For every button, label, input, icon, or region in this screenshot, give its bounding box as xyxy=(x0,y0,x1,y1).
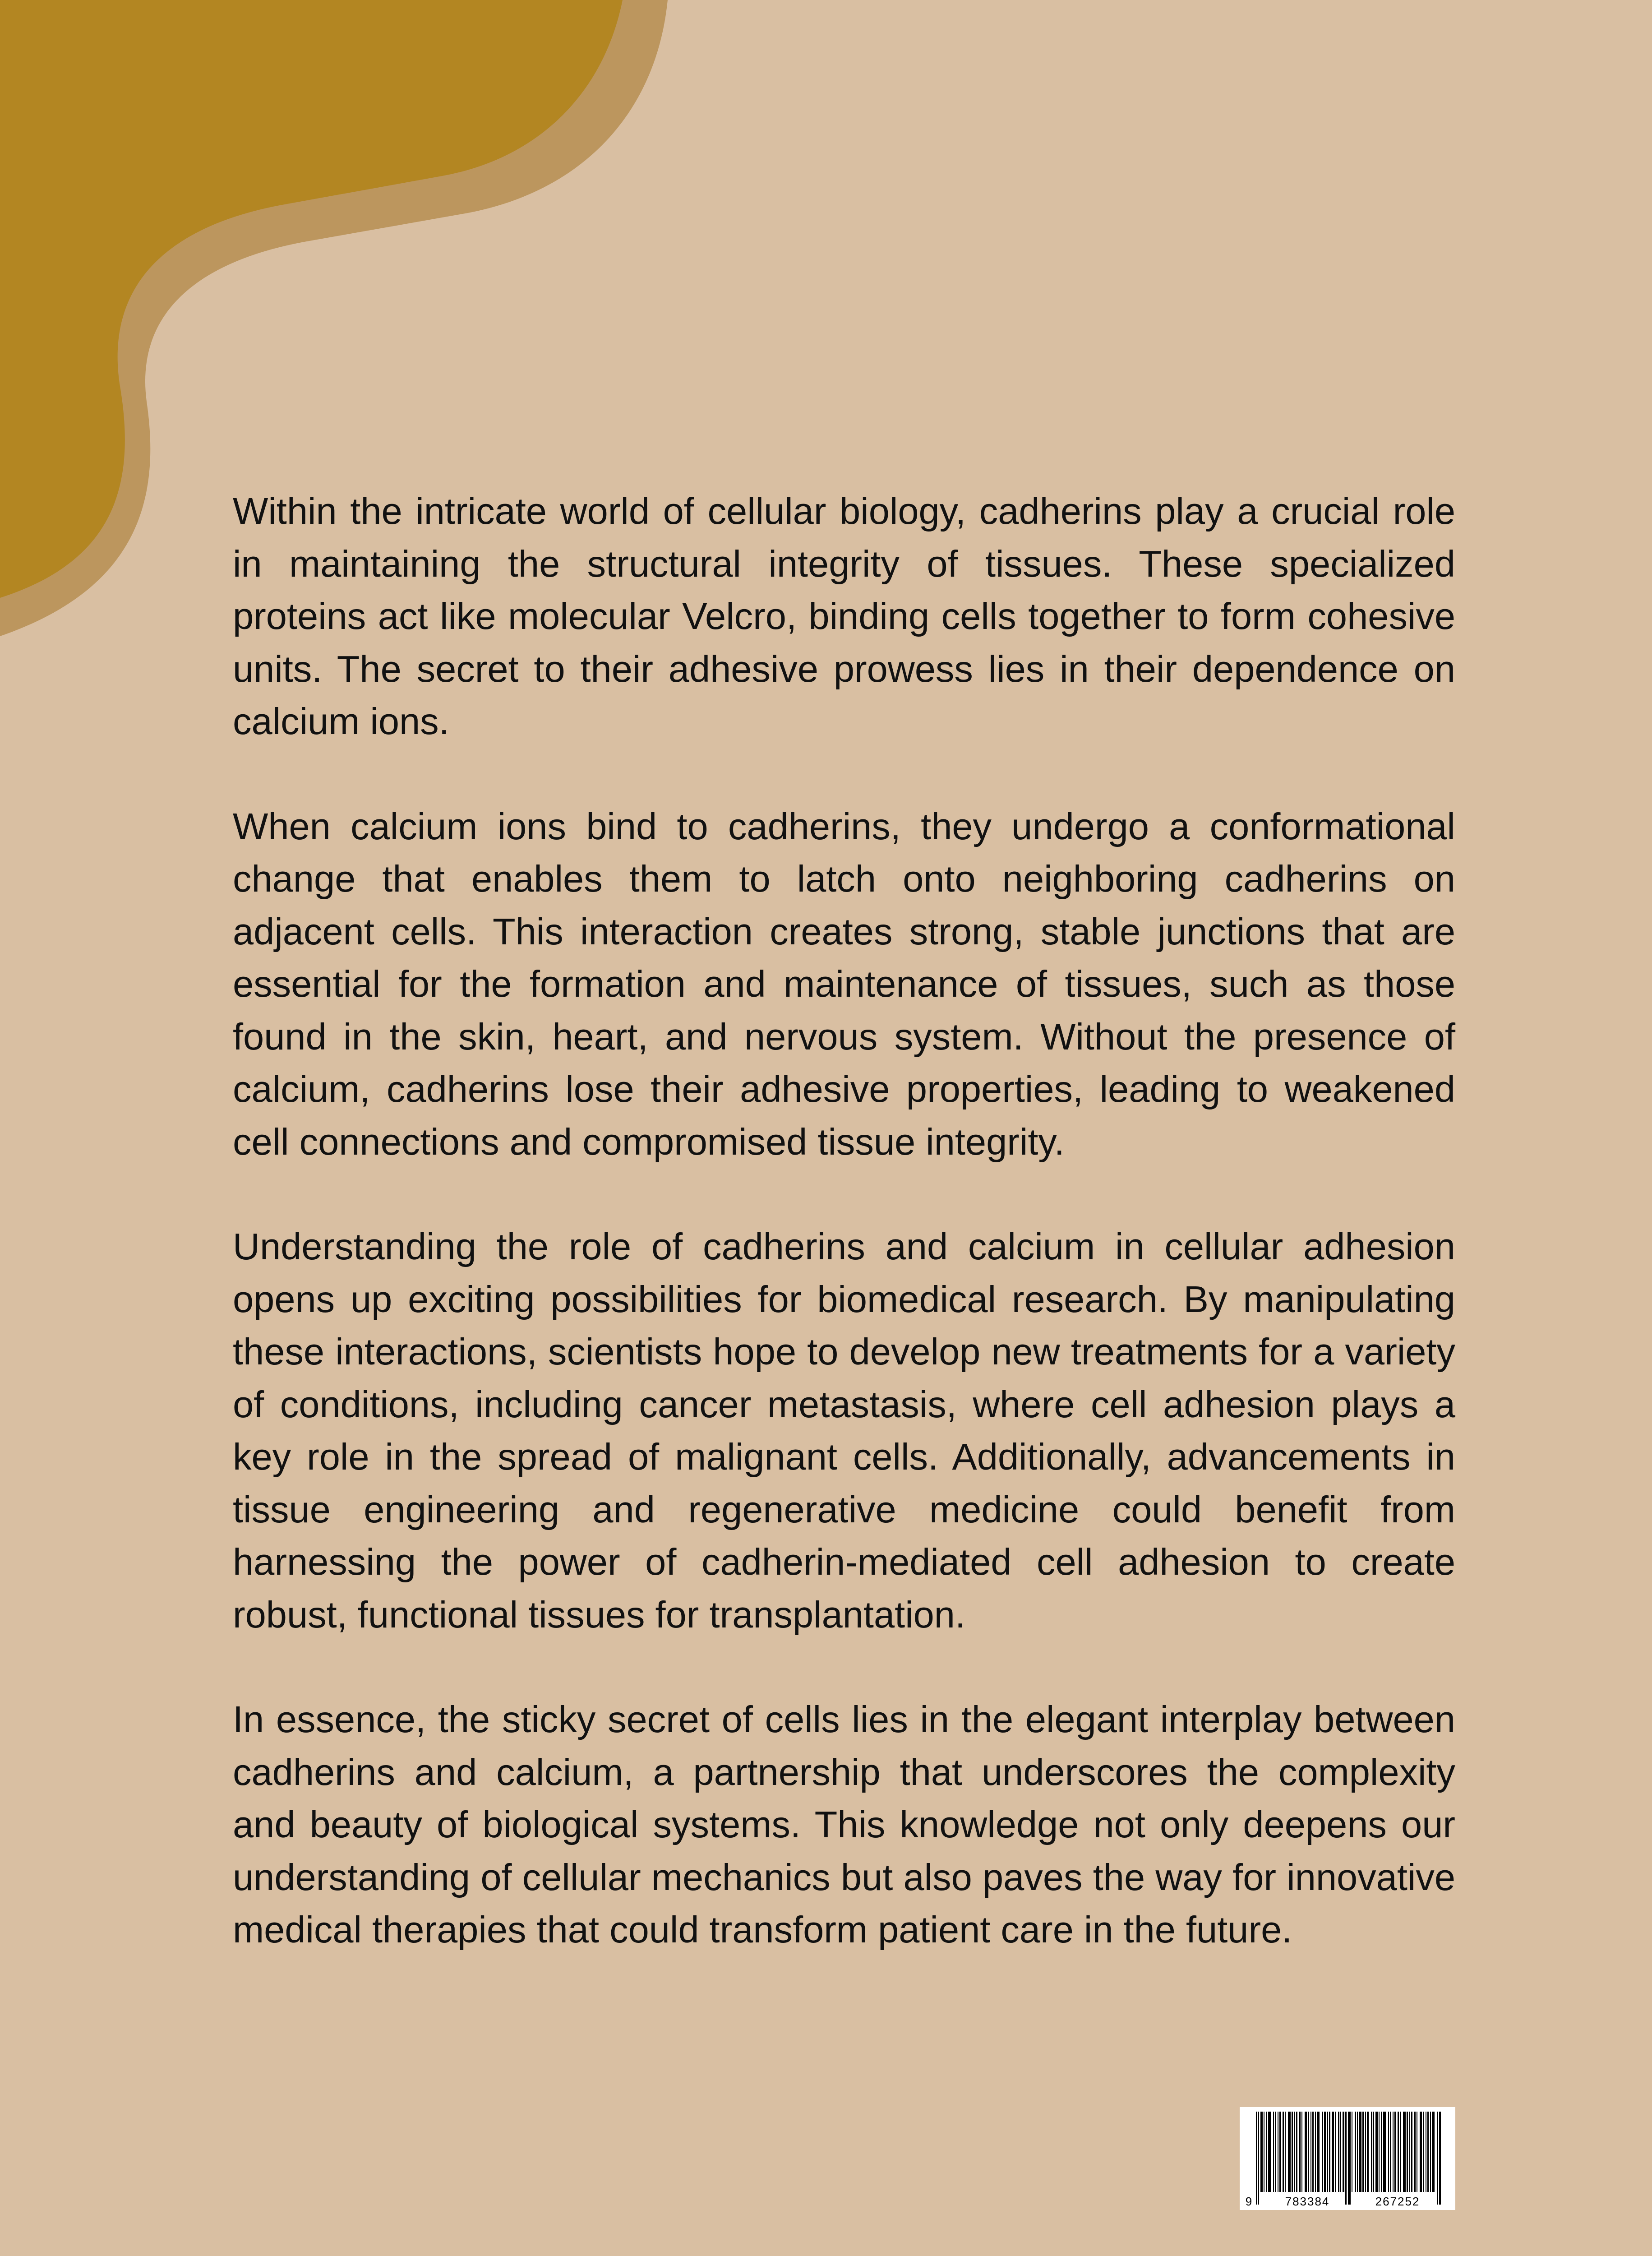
barcode-bar xyxy=(1365,2112,1366,2192)
barcode-bar xyxy=(1430,2112,1431,2192)
barcode-bar xyxy=(1308,2112,1309,2192)
barcode-bar xyxy=(1393,2112,1394,2192)
barcode-bar xyxy=(1332,2112,1334,2192)
barcode-bar xyxy=(1411,2112,1412,2192)
barcode-lead-digit: 9 xyxy=(1245,2195,1252,2208)
barcode-bar xyxy=(1317,2112,1320,2192)
paragraph-2: When calcium ions bind to cadherins, they undergo a conformational change that enables them to latch onto neighboring cadherins on adjacent cells. This interaction creates strong, stable junctions that are essential for the formation and maintenance of tissues, such as those found in the skin, heart, and nervous system. Without the presence of calcium, cadherins lose their adhesive properties, leading to weakened cell connections and compromised tissue integrity. xyxy=(233,805,1455,1163)
barcode-bar xyxy=(1414,2112,1416,2192)
paragraph-3: Understanding the role of cadherins and calcium in cellular adhesion opens up exciting possibilities for biomedical research. By manipulating these interactions, scientists hope to develop new treatments for a variety of conditions, including cancer metastasis, where cell adhesion plays a key role in the spread of malignant cells. Additionally, advancements in tissue engineering and regenerative medicine could benefit from harnessing the power of cadherin-mediated cell adhesion to create robust, functional tissues for transplantation. xyxy=(233,1225,1455,1636)
barcode-bar xyxy=(1379,2112,1380,2192)
barcode-bar xyxy=(1375,2112,1378,2192)
barcode-bar xyxy=(1381,2112,1382,2192)
barcode-bar xyxy=(1343,2112,1344,2192)
barcode-bar xyxy=(1340,2112,1341,2192)
barcode-bar xyxy=(1432,2112,1435,2192)
barcode-bar xyxy=(1301,2112,1302,2192)
barcode-bar xyxy=(1260,2112,1263,2192)
barcode-bar xyxy=(1423,2112,1424,2192)
barcode-bar xyxy=(1335,2112,1336,2192)
barcode-bar xyxy=(1359,2112,1361,2192)
barcode-right-digits: 267252 xyxy=(1375,2195,1420,2208)
barcode-bar xyxy=(1388,2112,1389,2192)
barcode-bar xyxy=(1322,2112,1323,2192)
barcode-bar xyxy=(1400,2112,1401,2192)
barcode-bar xyxy=(1403,2112,1406,2192)
barcode-bar xyxy=(1362,2112,1364,2192)
barcode-bar xyxy=(1338,2112,1339,2192)
barcode-bar xyxy=(1285,2112,1286,2192)
barcode-bar xyxy=(1439,2112,1441,2205)
barcode-bar xyxy=(1390,2112,1391,2192)
barcode-bar xyxy=(1312,2112,1314,2192)
barcode-bar xyxy=(1409,2112,1410,2192)
body-text xyxy=(233,485,1455,2009)
barcode-bar xyxy=(1383,2112,1386,2192)
barcode-bar xyxy=(1279,2112,1281,2192)
barcode-bar xyxy=(1315,2112,1316,2192)
barcode-bar xyxy=(1407,2112,1408,2192)
barcode-bar xyxy=(1345,2112,1347,2205)
barcode-bar xyxy=(1294,2112,1295,2192)
barcode-bar xyxy=(1420,2112,1422,2192)
barcode-bar xyxy=(1348,2112,1351,2205)
barcode-bar xyxy=(1275,2112,1276,2192)
barcode-bar xyxy=(1305,2112,1307,2192)
barcode-bar xyxy=(1329,2112,1330,2192)
paragraph-1: Within the intricate world of cellular biology, cadherins play a crucial role in maintaining the structural integrity of tissues. These specialized proteins act like molecular Velcro, binding cells together to form cohesive units. The secret to their adhesive prowess lies in their dependence on calcium ions. xyxy=(233,490,1455,742)
isbn-barcode xyxy=(1240,2107,1455,2210)
barcode-bar xyxy=(1288,2112,1291,2192)
barcode-bar xyxy=(1367,2112,1369,2192)
barcode-bar xyxy=(1373,2112,1374,2192)
barcode-bar xyxy=(1258,2112,1259,2205)
barcode-bar xyxy=(1273,2112,1274,2192)
barcode-bar xyxy=(1355,2112,1356,2192)
barcode-bar xyxy=(1398,2112,1399,2192)
barcode-bar xyxy=(1371,2112,1372,2192)
barcode-bar xyxy=(1324,2112,1326,2192)
barcode-bar xyxy=(1357,2112,1358,2192)
barcode-left-digits: 783384 xyxy=(1285,2195,1330,2208)
barcode-bar xyxy=(1283,2112,1284,2192)
barcode-bar xyxy=(1268,2112,1271,2192)
barcode-bar xyxy=(1296,2112,1297,2192)
barcode-bar xyxy=(1292,2112,1293,2192)
barcode-bar xyxy=(1394,2112,1396,2192)
barcode-bar xyxy=(1256,2112,1257,2205)
paragraph-4: In essence, the sticky secret of cells lies in the elegant interplay between cadherins and calcium, a partnership that underscores the complexity and beauty of biological systems. This knowledge not only deepens our understanding of cellular mechanics but also paves the way for innovative medical therapies that could transform patient care in the future. xyxy=(233,1698,1455,1951)
barcode-bar xyxy=(1299,2112,1301,2192)
barcode-bar xyxy=(1437,2112,1438,2205)
barcode-bar xyxy=(1266,2112,1267,2192)
barcode-bar xyxy=(1427,2112,1429,2192)
barcode-bar xyxy=(1327,2112,1328,2192)
